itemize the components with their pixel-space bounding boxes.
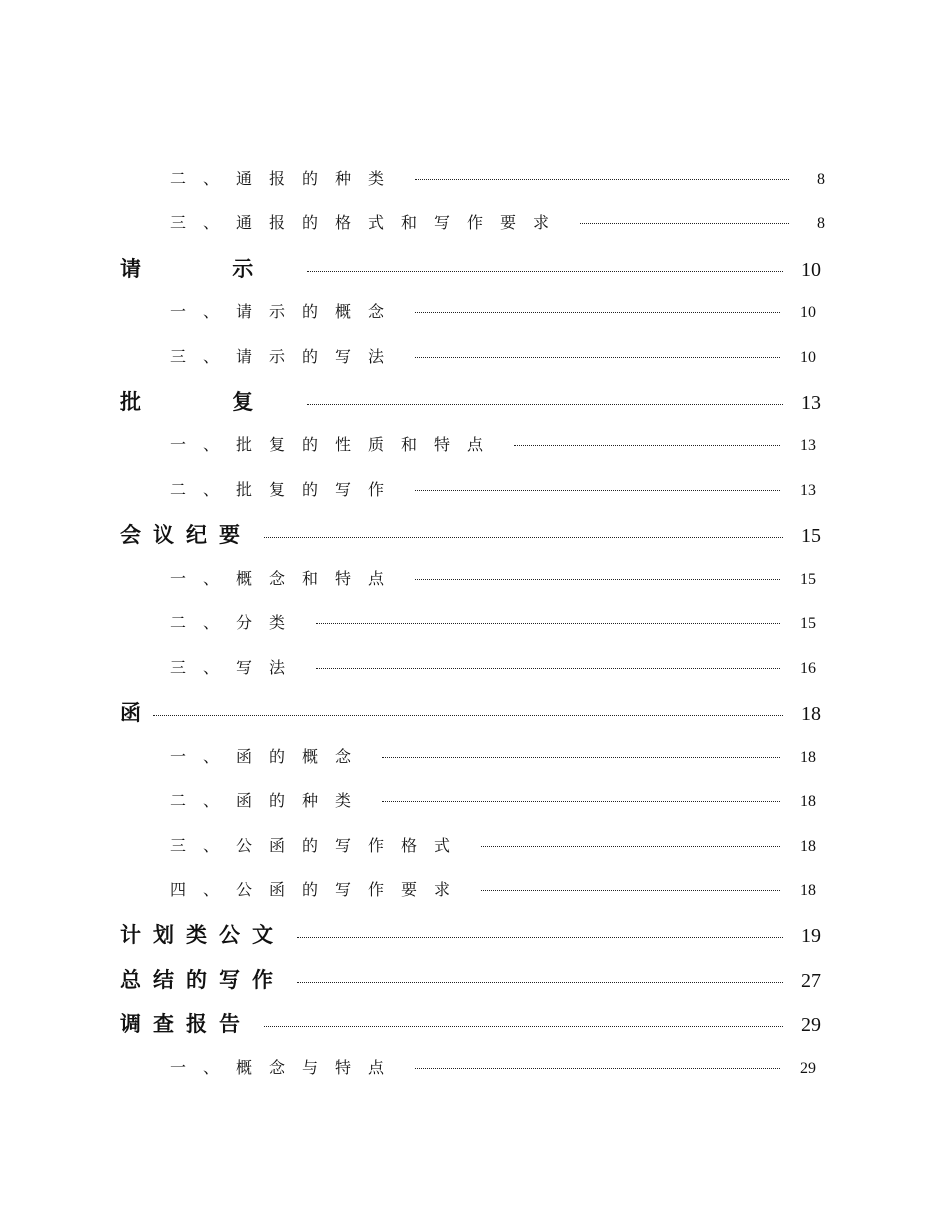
dot-leader — [153, 715, 783, 716]
dot-leader — [580, 223, 789, 224]
toc-page-number: 13 — [801, 392, 821, 414]
dot-leader — [514, 445, 780, 446]
toc-entry-label: 三、公函的写作格式 — [170, 836, 468, 855]
toc-chapter-entry[interactable] — [120, 519, 821, 549]
toc-page-number: 10 — [800, 304, 816, 321]
toc-section-entry[interactable] — [170, 344, 816, 367]
dot-leader — [316, 668, 780, 669]
toc-section-entry[interactable] — [170, 744, 816, 767]
toc-page-number: 29 — [801, 1014, 821, 1036]
toc-section-entry[interactable] — [170, 1055, 816, 1078]
toc-page-number: 18 — [800, 882, 816, 899]
toc-entry-label: 三、写法 — [170, 658, 303, 677]
toc-page-number: 8 — [817, 215, 825, 232]
dot-leader — [264, 1026, 783, 1027]
toc-entry-label: 四、公函的写作要求 — [170, 880, 468, 899]
toc-section-entry[interactable] — [170, 477, 816, 500]
dot-leader — [415, 490, 780, 491]
toc-page-number: 16 — [800, 660, 816, 677]
toc-page-number: 19 — [801, 925, 821, 947]
toc-entry-label: 一、概念与特点 — [170, 1058, 402, 1077]
dot-leader — [481, 890, 780, 891]
toc-section-entry[interactable] — [170, 299, 816, 322]
toc-entry-label: 二、通报的种类 — [170, 169, 402, 188]
dot-leader — [297, 982, 783, 983]
toc-page-number: 13 — [800, 437, 816, 454]
toc-section-entry[interactable] — [170, 877, 816, 900]
dot-leader — [481, 846, 780, 847]
toc-section-entry[interactable] — [170, 788, 816, 811]
toc-chapter-entry[interactable] — [120, 919, 821, 949]
dot-leader — [415, 579, 780, 580]
toc-section-entry[interactable] — [170, 210, 825, 233]
dot-leader — [415, 357, 780, 358]
toc-page-number: 15 — [801, 525, 821, 547]
toc-entry-label: 二、分类 — [170, 613, 303, 632]
toc-entry-label: 二、批复的写作 — [170, 480, 402, 499]
toc-page-number: 18 — [800, 793, 816, 810]
dot-leader — [307, 404, 783, 405]
toc-page-number: 15 — [800, 615, 816, 632]
toc-entry-label: 一、函的概念 — [170, 747, 369, 766]
toc-section-entry[interactable] — [170, 432, 816, 455]
dot-leader — [415, 312, 780, 313]
toc-chapter-entry[interactable] — [120, 386, 821, 416]
toc-entry-label: 函 — [120, 700, 141, 725]
dot-leader — [307, 271, 783, 272]
toc-section-entry[interactable] — [170, 610, 816, 633]
toc-entry-label: 计划类公文 — [120, 922, 285, 947]
toc-entry-label: 二、函的种类 — [170, 791, 369, 810]
toc-page-number: 15 — [800, 571, 816, 588]
toc-chapter-entry[interactable] — [120, 1008, 821, 1038]
dot-leader — [264, 537, 783, 538]
toc-entry-label: 调查报告 — [120, 1011, 252, 1036]
toc-section-entry[interactable] — [170, 655, 816, 678]
dot-leader — [297, 937, 783, 938]
dot-leader — [316, 623, 780, 624]
toc-section-entry[interactable] — [170, 566, 816, 589]
toc-entry-label: 一、概念和特点 — [170, 569, 402, 588]
toc-chapter-entry[interactable] — [120, 964, 821, 994]
toc-entry-label: 请 示 — [120, 256, 296, 281]
toc-page-number: 8 — [817, 171, 825, 188]
toc-page-number: 10 — [801, 259, 821, 281]
toc-page-number: 18 — [800, 838, 816, 855]
toc-section-entry[interactable] — [170, 833, 816, 856]
toc-section-entry[interactable] — [170, 166, 825, 189]
toc-entry-label: 一、批复的性质和特点 — [170, 435, 501, 454]
toc-entry-label: 批 复 — [120, 389, 296, 414]
dot-leader — [382, 801, 780, 802]
toc-page-number: 27 — [801, 970, 821, 992]
dot-leader — [415, 179, 789, 180]
dot-leader — [382, 757, 780, 758]
toc-page-number: 13 — [800, 482, 816, 499]
toc-page-number: 18 — [800, 749, 816, 766]
toc-entry-label: 三、请示的写法 — [170, 347, 402, 366]
toc-page-number: 18 — [801, 703, 821, 725]
toc-page-number: 29 — [800, 1060, 816, 1077]
dot-leader — [415, 1068, 780, 1069]
toc-page-number: 10 — [800, 349, 816, 366]
toc-chapter-entry[interactable] — [120, 253, 821, 283]
toc-entry-label: 三、通报的格式和写作要求 — [170, 213, 567, 232]
toc-entry-label: 会议纪要 — [120, 522, 252, 547]
toc-entry-label: 一、请示的概念 — [170, 302, 402, 321]
toc-chapter-entry[interactable] — [120, 697, 821, 727]
toc-entry-label: 总结的写作 — [120, 967, 285, 992]
